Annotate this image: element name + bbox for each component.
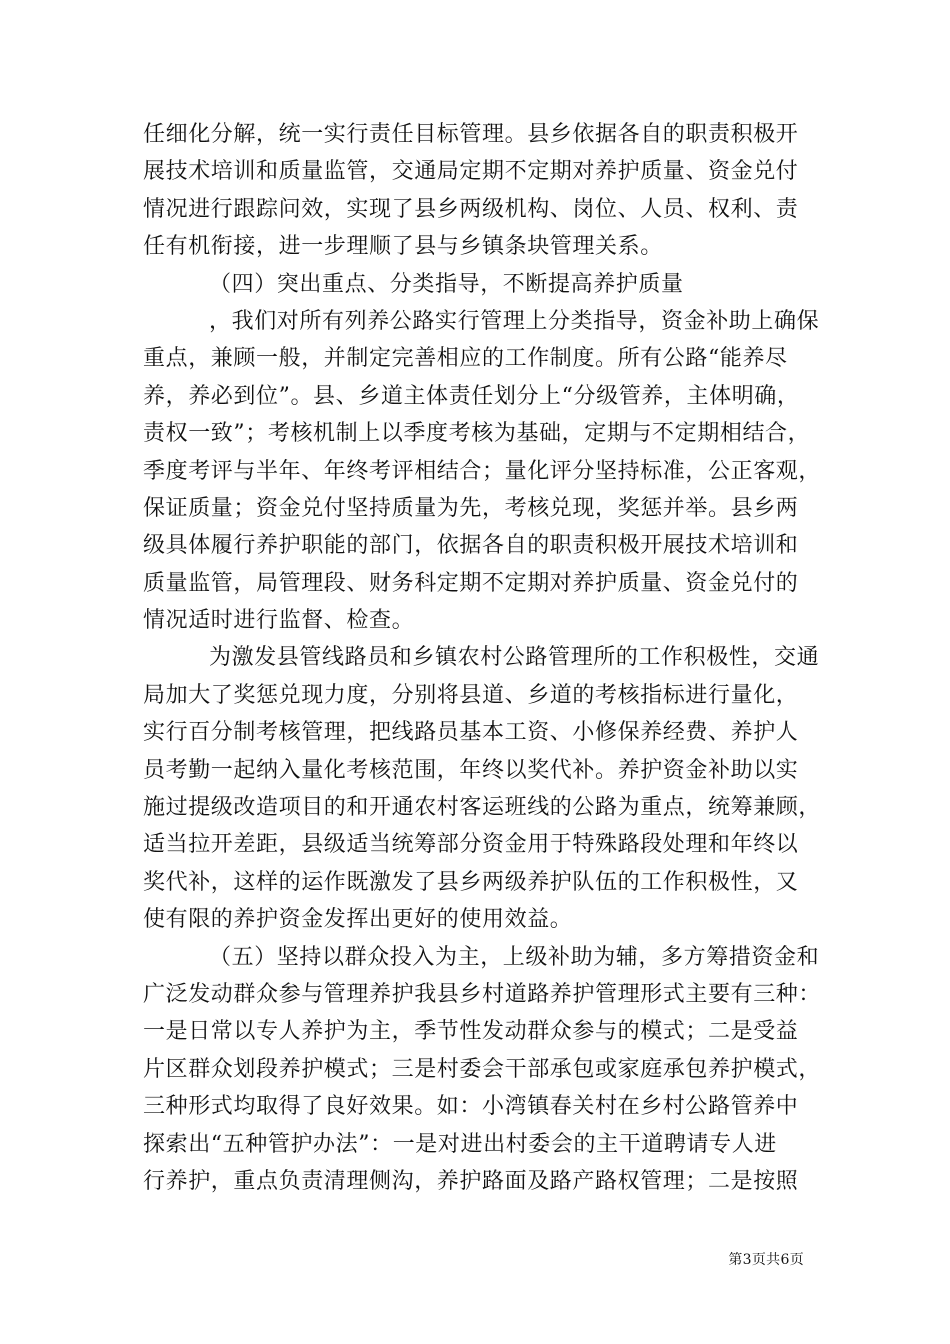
- page-number: 第3页共6页: [728, 1252, 804, 1268]
- text-line: 员考勤一起纳入量化考核范围，年终以奖代补。养护资金补助以实: [143, 757, 799, 783]
- text-line: 养，养必到位”。县、乡道主体责任划分上“分级管养，主体明确，: [143, 383, 800, 409]
- text-line: ，我们对所有列养公路实行管理上分类指导，资金补助上确保: [209, 308, 820, 334]
- text-line: 展技术培训和质量监管，交通局定期不定期对养护质量、资金兑付: [143, 159, 799, 185]
- text-line: 质量监管，局管理段、财务科定期不定期对养护质量、资金兑付的: [143, 570, 799, 596]
- text-line: 探索出“五种管护办法”：一是对进出村委会的主干道聘请专人进: [143, 1131, 777, 1157]
- section-heading-5: （五）坚持以群众投入为主，上级补助为辅，多方筹措资金和: [209, 944, 820, 970]
- section-heading-4: （四）突出重点、分类指导，不断提高养护质量: [209, 271, 684, 297]
- text-line: 任细化分解，统一实行责任目标管理。县乡依据各自的职责积极开: [143, 122, 799, 147]
- text-line: 奖代补，这样的运作既激发了县乡两级养护队伍的工作积极性，又: [143, 869, 799, 895]
- text-line: 一是日常以专人养护为主，季节性发动群众参与的模式；二是受益: [143, 1019, 799, 1045]
- text-line: 广泛发动群众参与管理养护我县乡村道路养护管理形式主要有三种：: [143, 981, 822, 1007]
- text-line: 三种形式均取得了良好效果。如：小湾镇春关村在乡村公路管养中: [143, 1094, 799, 1120]
- text-line: 适当拉开差距，县级适当统筹部分资金用于特殊路段处理和年终以: [143, 832, 799, 858]
- text-line: 任有机衔接，进一步理顺了县与乡镇条块管理关系。: [143, 234, 663, 260]
- text-line: 片区群众划段养护模式；三是村委会干部承包或家庭承包养护模式，: [143, 1056, 822, 1082]
- text-line: 使有限的养护资金发挥出更好的使用效益。: [143, 907, 573, 933]
- text-line: 重点，兼顾一般，并制定完善相应的工作制度。所有公路“能养尽: [143, 346, 788, 372]
- text-line: 局加大了奖惩兑现力度，分别将县道、乡道的考核指标进行量化，: [143, 682, 799, 708]
- text-line: 为激发县管线路员和乡镇农村公路管理所的工作积极性，交通: [209, 645, 820, 671]
- text-line: 行养护，重点负责清理侧沟，养护路面及路产路权管理；二是按照: [143, 1168, 799, 1194]
- body-text: [143, 116, 822, 1200]
- text-line: 季度考评与半年、年终考评相结合；量化评分坚持标准，公正客观，: [143, 458, 822, 484]
- text-line: 责权一致”；考核机制上以季度考核为基础，定期与不定期相结合，: [143, 421, 811, 447]
- text-line: 施过提级改造项目的和开通农村客运班线的公路为重点，统筹兼顾，: [143, 795, 822, 821]
- text-line: 保证质量；资金兑付坚持质量为先，考核兑现，奖惩并举。县乡两: [143, 495, 799, 521]
- text-line: 情况适时进行监督、检查。: [143, 608, 415, 634]
- text-line: 级具体履行养护职能的部门，依据各自的职责积极开展技术培训和: [143, 533, 799, 559]
- text-line: 实行百分制考核管理，把线路员基本工资、小修保养经费、养护人: [143, 720, 799, 746]
- text-line: 情况进行跟踪问效，实现了县乡两级机构、岗位、人员、权利、责: [143, 196, 799, 222]
